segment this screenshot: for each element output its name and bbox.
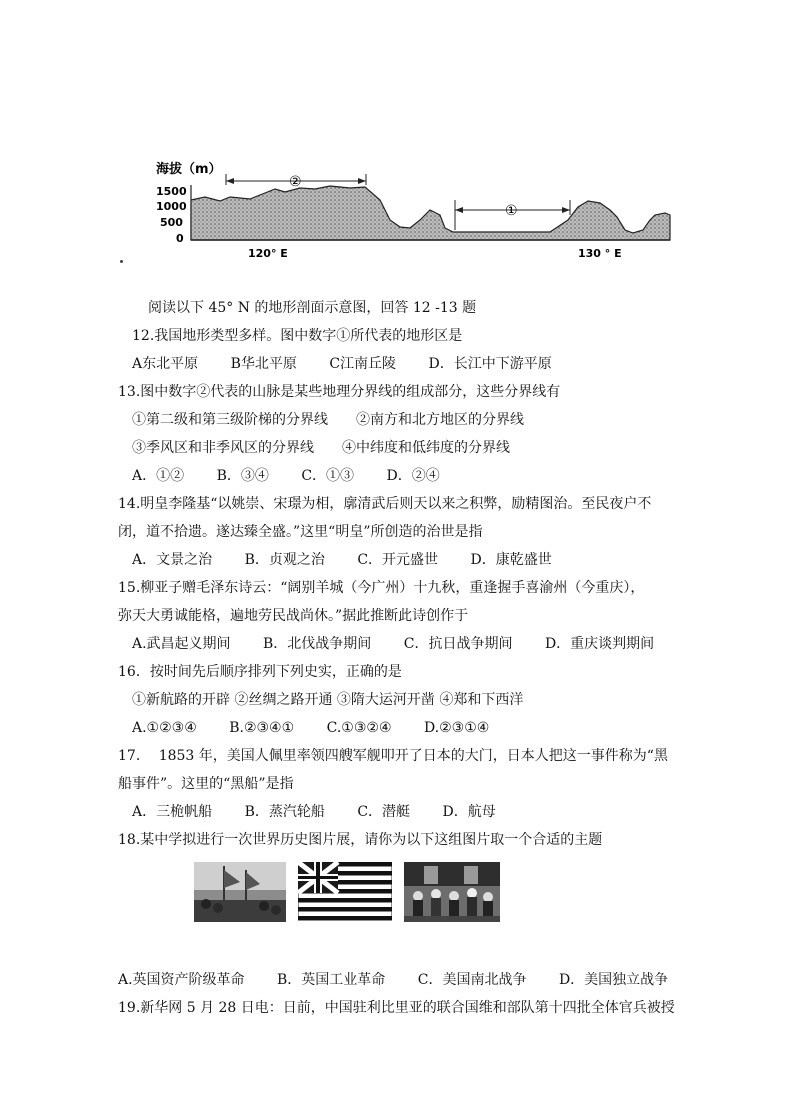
q14-stem: 闭，道不拾遗。遂达臻全盛。”这里“明皇”所创造的治世是指 [118,524,483,540]
option-b: B.②③④① [229,720,295,736]
option-c: C江南丘陵 [329,356,397,372]
y-tick: 0 [176,232,184,245]
option-b: B．蒸汽轮船 [244,804,325,820]
option-d: D．美国独立战争 [558,972,669,988]
option-d: D．②④ [386,468,440,484]
q14-stem: 14.明皇李隆基“以姚崇、宋璟为相，廓清武后则天以来之积弊，励精图治。至民夜户不 [118,496,652,512]
q19-stem: 19.新华网 5 月 28 日电：日前，中国驻利比里亚的联合国维和部队第十四批全体官兵被授 [118,1000,675,1016]
option-b: B．北伐战争期间 [263,636,372,652]
option-b: B．英国工业革命 [277,972,386,988]
q16-stem: 16．按时间先后顺序排列下列史实，正确的是 [118,664,402,680]
option-d: D．重庆谈判期间 [544,636,655,652]
option-c: C．美国南北战争 [417,972,527,988]
q17-stem: 17. 1853 年，美国人佩里率领四艘军舰叩开了日本的大门，日本人把这一事件称为“黑 [118,748,668,764]
q15-options [132,634,682,654]
stray-mark [120,260,123,263]
assembly-picture [404,862,500,922]
marker-1: ① [505,203,518,219]
y-axis-title: 海拔（m） [156,162,222,177]
option-b: B．贞观之治 [244,552,325,568]
q17-stem: 船事件”。这里的“黑船”是指 [118,776,294,792]
q15-stem: 15.柳亚子赠毛泽东诗云：“阔别羊城（今广州）十九秋，重逢握手喜渝州（今重庆）， [118,580,645,596]
option-a: A.武昌起义期间 [132,636,231,652]
option-d: D.②③①④ [423,720,490,736]
option-a: A.英国资产阶级革命 [118,972,245,988]
q17-options [132,802,524,822]
q12-options [132,354,580,374]
terrain-profile-diagram [150,155,680,270]
option-d: D．航母 [442,804,496,820]
option-c: C．①③ [301,468,355,484]
option-a: A．①② [132,468,185,484]
option-a: A.①②③④ [132,720,197,736]
option-d: D．康乾盛世 [470,552,552,568]
q14-options [132,550,580,570]
option-a: A．三桅帆船 [132,804,213,820]
option-c: C．开元盛世 [357,552,439,568]
x-tick: 130 ° E [578,247,622,260]
y-tick: 500 [160,216,183,229]
q13-stem: 13.图中数字②代表的山脉是某些地理分界线的组成部分，这些分界线有 [118,384,561,400]
option-b: B华北平原 [230,356,297,372]
q12-stem: 12.我国地形类型多样。图中数字①所代表的地形区是 [132,328,463,344]
flag-picture [298,862,392,922]
history-pictures [194,862,500,922]
x-tick: 120° E [248,247,288,260]
option-c: C．潜艇 [357,804,411,820]
ship-harbor-picture [194,862,286,922]
q13-statement: ①第二级和第三级阶梯的分界线 ②南方和北方地区的分界线 [132,412,524,428]
y-tick: 1500 [156,185,187,198]
option-a: A．文景之治 [132,552,213,568]
q18-stem: 18.某中学拟进行一次世界历史图片展，请你为以下这组图片取一个合适的主题 [118,832,603,848]
q15-stem: 弥天大勇诚能格，遍地劳民战尚休。”据此推断此诗创作于 [118,608,469,624]
marker-2: ② [289,174,302,190]
option-b: B．③④ [216,468,269,484]
option-c: C．抗日战争期间 [403,636,513,652]
q13-statement: ③季风区和非季风区的分界线 ④中纬度和低纬度的分界线 [132,440,510,456]
y-tick: 1000 [156,200,187,213]
q16-options [132,718,517,738]
option-a: A东北平原 [132,356,199,372]
q16-events: ①新航路的开辟 ②丝绸之路开通 ③隋大运河开凿 ④郑和下西洋 [132,692,524,708]
terrain-fill [191,186,670,240]
intro-text: 阅读以下 45° N 的地形剖面示意图，回答 12 -13 题 [148,300,477,316]
option-d: D．长江中下游平原 [428,356,552,372]
option-c: C.①③②④ [326,720,392,736]
q18-options [118,970,696,990]
q13-options [132,466,468,486]
